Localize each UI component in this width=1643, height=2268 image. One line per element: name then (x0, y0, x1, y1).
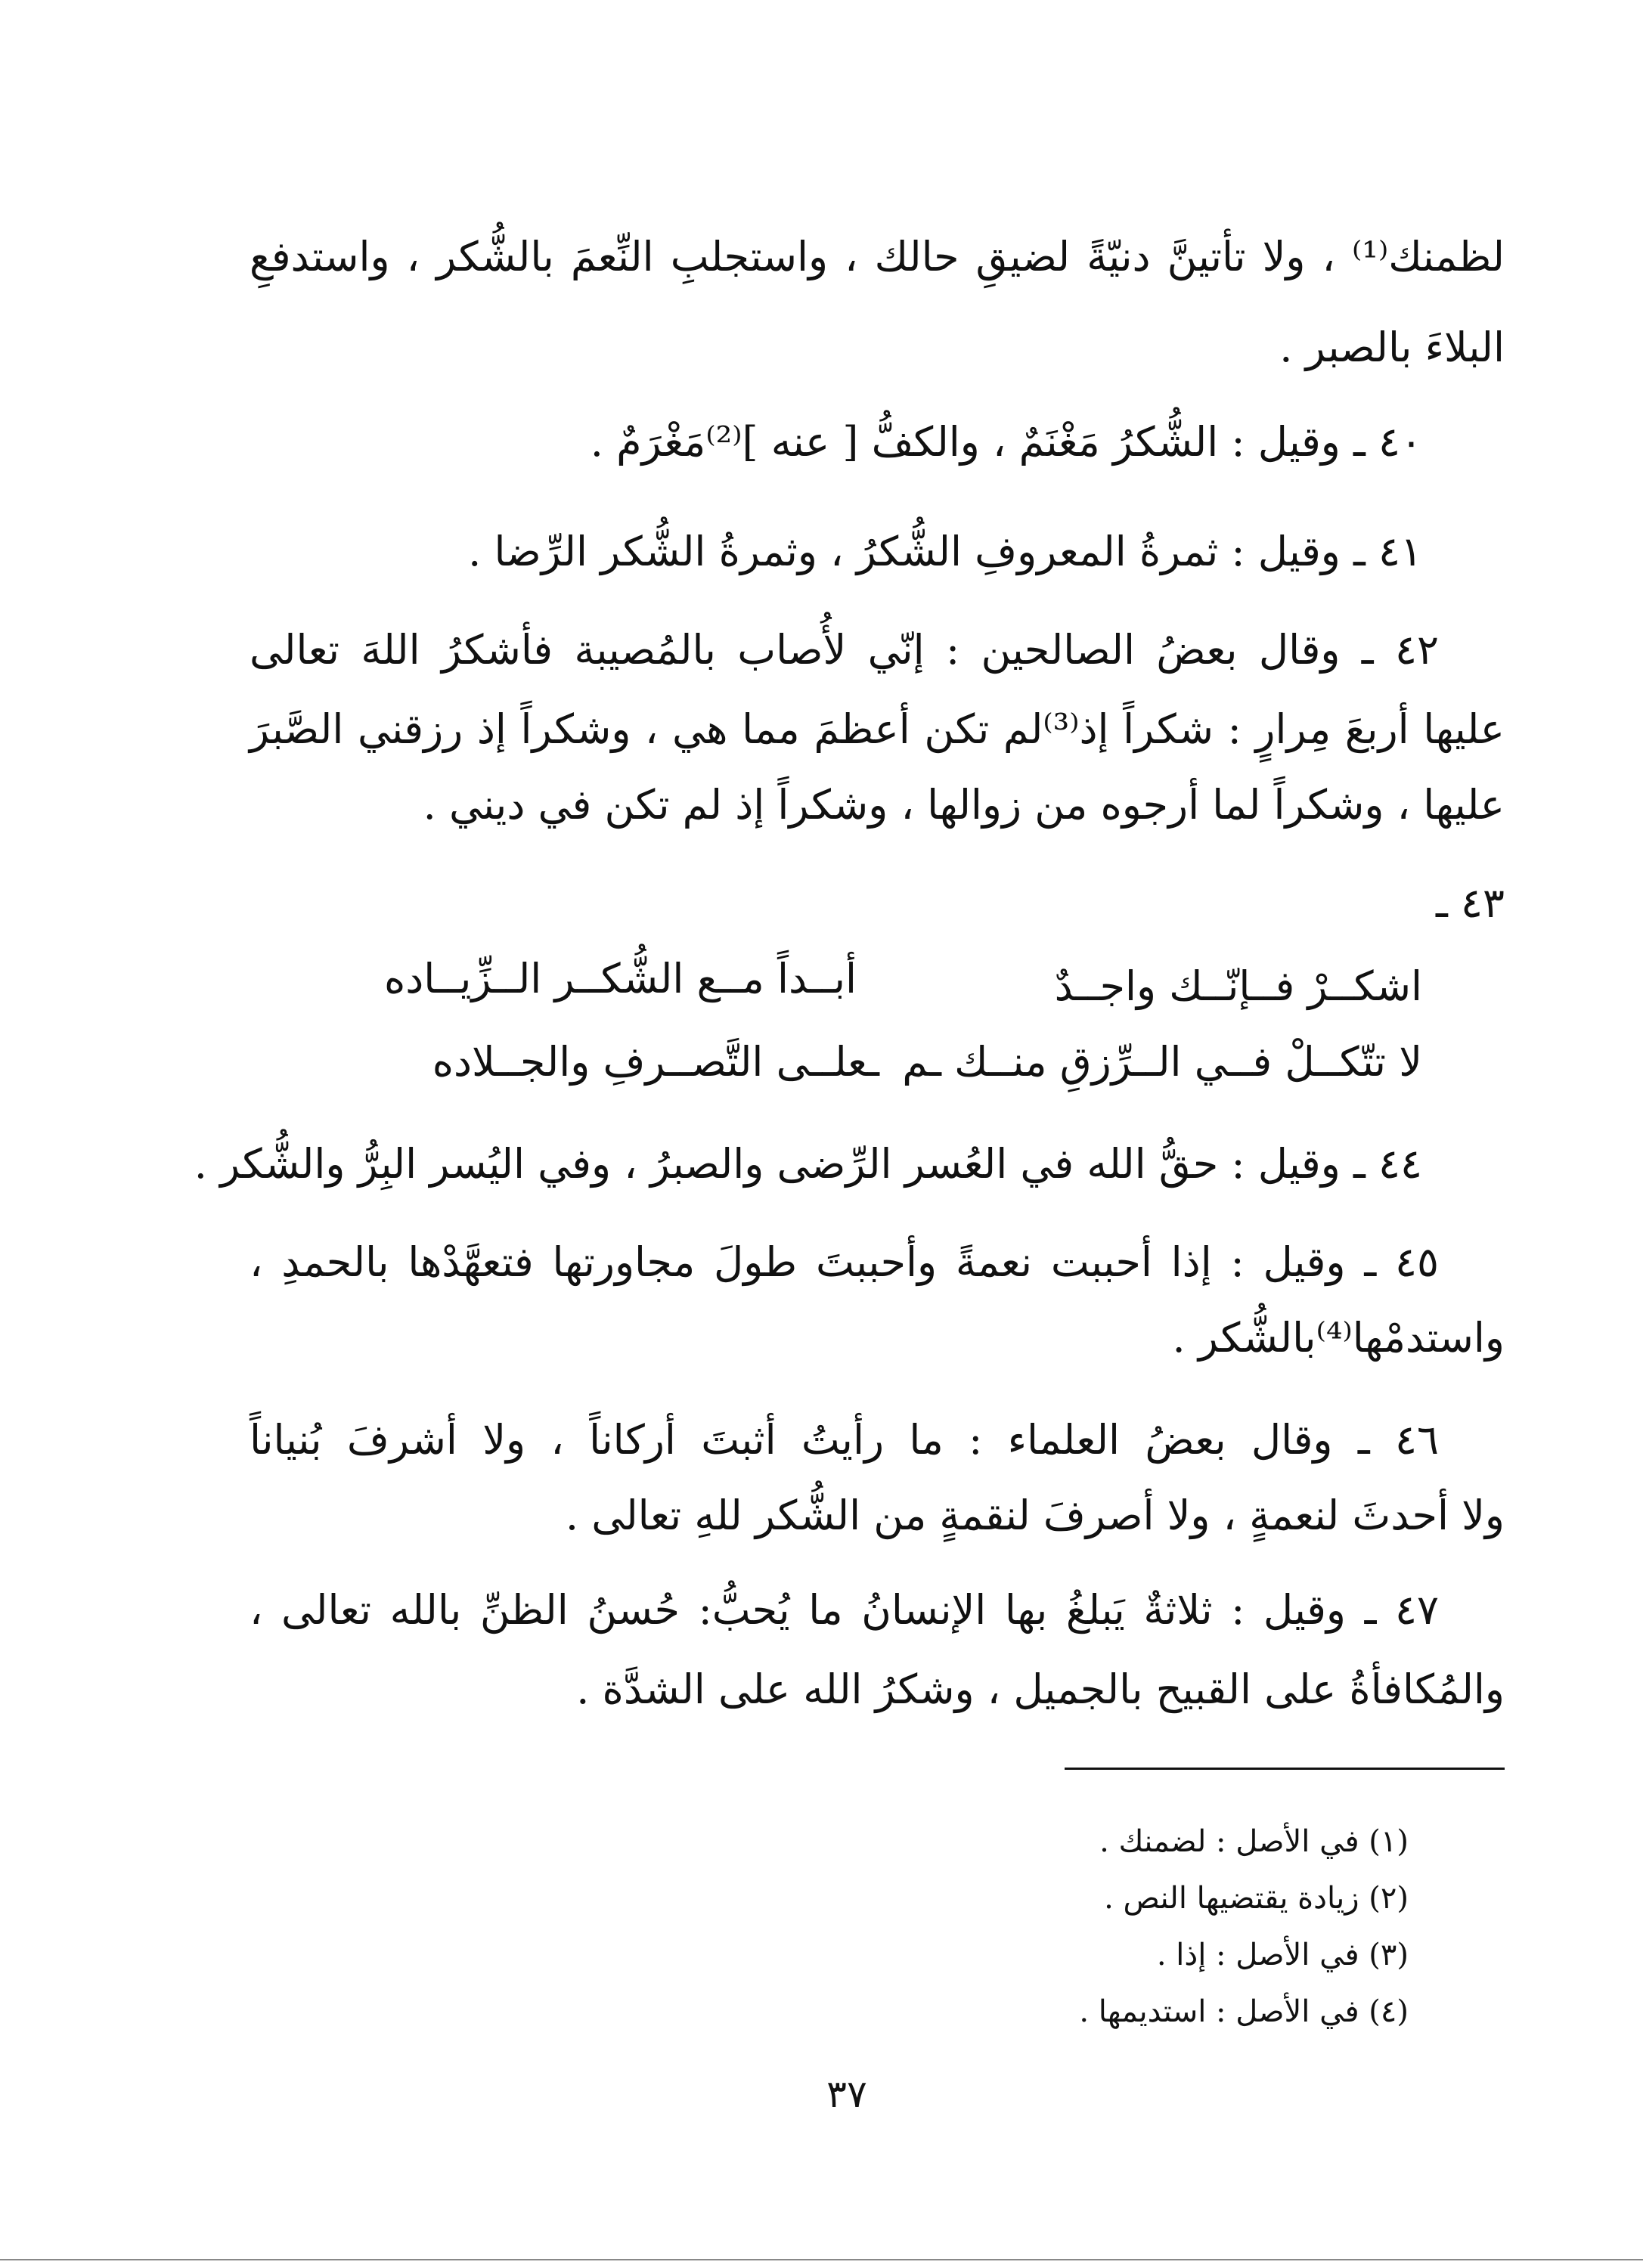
footnote-4: (٤) في الأصل : استديمها . (1079, 1994, 1409, 2029)
saying-43-number: ٤٣ ـ (1435, 879, 1505, 927)
scan-edge-line (0, 2259, 1643, 2260)
page-number: ٣٧ (826, 2072, 867, 2116)
saying-42-line-3: عليها ، وشكراً لما أرجوه من زوالها ، وشكراً إذ لم تكن في ديني . (423, 781, 1505, 829)
poem-verse-2-left: ـعلــى التَّصــرفِ والجــلاده (432, 1038, 879, 1086)
saying-46-line-2: ولا أحدثَ لنعمةٍ ، ولا أصرفَ لنقمةٍ من الشُّكر للهِ تعالى . (565, 1492, 1505, 1539)
footnote-1: (١) في الأصل : لضمنك . (1099, 1824, 1409, 1859)
saying-42-line-1: ٤٢ ـ وقال بعضُ الصالحين : إنّي لأُصاب بالمُصيبة فأشكرُ اللهَ تعالى (250, 626, 1439, 674)
saying-41: ٤١ ـ وقيل : ثمرةُ المعروفِ الشُّكرُ ، وثمرةُ الشُّكر الرِّضا . (468, 528, 1422, 575)
saying-46-line-1: ٤٦ ـ وقال بعضُ العلماء : ما رأيتُ أثبتَ أركاناً ، ولا أشرفَ بُنياناً (250, 1416, 1439, 1464)
poem-verse-1-left: أبــداً مــع الشُّكــر الــزِّيــاده (383, 955, 857, 1002)
saying-40: ٤٠ ـ وقيل : الشُّكرُ مَغْنَمٌ ، والكفُّ [ عنه ]⁽²⁾مَغْرَمٌ . (590, 418, 1422, 466)
saying-42-line-2: عليها أربعَ مِرارٍ : شكراً إذ⁽³⁾لم تكن أعظمَ مما هي ، وشكراً إذ رزقني الصَّبرَ (250, 705, 1505, 753)
footnote-2: (٢) زيادة يقتضيها النص . (1104, 1881, 1409, 1916)
saying-47-line-1: ٤٧ ـ وقيل : ثلاثةٌ يَبلغُ بها الإنسانُ ما يُحبُّ: حُسنُ الظنِّ بالله تعالى ، (250, 1586, 1439, 1634)
footnote-separator (1065, 1768, 1505, 1770)
saying-45-line-1: ٤٥ ـ وقيل : إذا أحببت نعمةً وأحببتَ طولَ مجاورتها فتعهَّدْها بالحمدِ ، (250, 1238, 1439, 1286)
poem-verse-1-right: اشكــرْ فــإنّــك واجــدٌ (1054, 962, 1422, 1010)
footnote-3: (٣) في الأصل : إذا . (1156, 1938, 1409, 1972)
body-line-2: البلاءَ بالصبر . (1279, 324, 1505, 371)
body-line-1: لظمنك⁽¹⁾ ، ولا تأتينَّ دنيّةً لضيقِ حالك ، واستجلبِ النِّعمَ بالشُّكر ، واستدفعِ (250, 233, 1505, 280)
saying-45-line-2: واستدمْها⁽⁴⁾بالشُّكر . (1172, 1314, 1505, 1362)
poem-verse-2-right: لا تتّكــلْ فــي الــرِّزقِ منــك ـم (902, 1038, 1422, 1086)
saying-47-line-2: والمُكافأةُ على القبيح بالجميل ، وشكرُ الله على الشدَّة . (576, 1665, 1505, 1713)
saying-44: ٤٤ ـ وقيل : حقُّ الله في العُسر الرِّضى والصبرُ ، وفي اليُسر البِرُّ والشُّكر . (194, 1140, 1422, 1188)
